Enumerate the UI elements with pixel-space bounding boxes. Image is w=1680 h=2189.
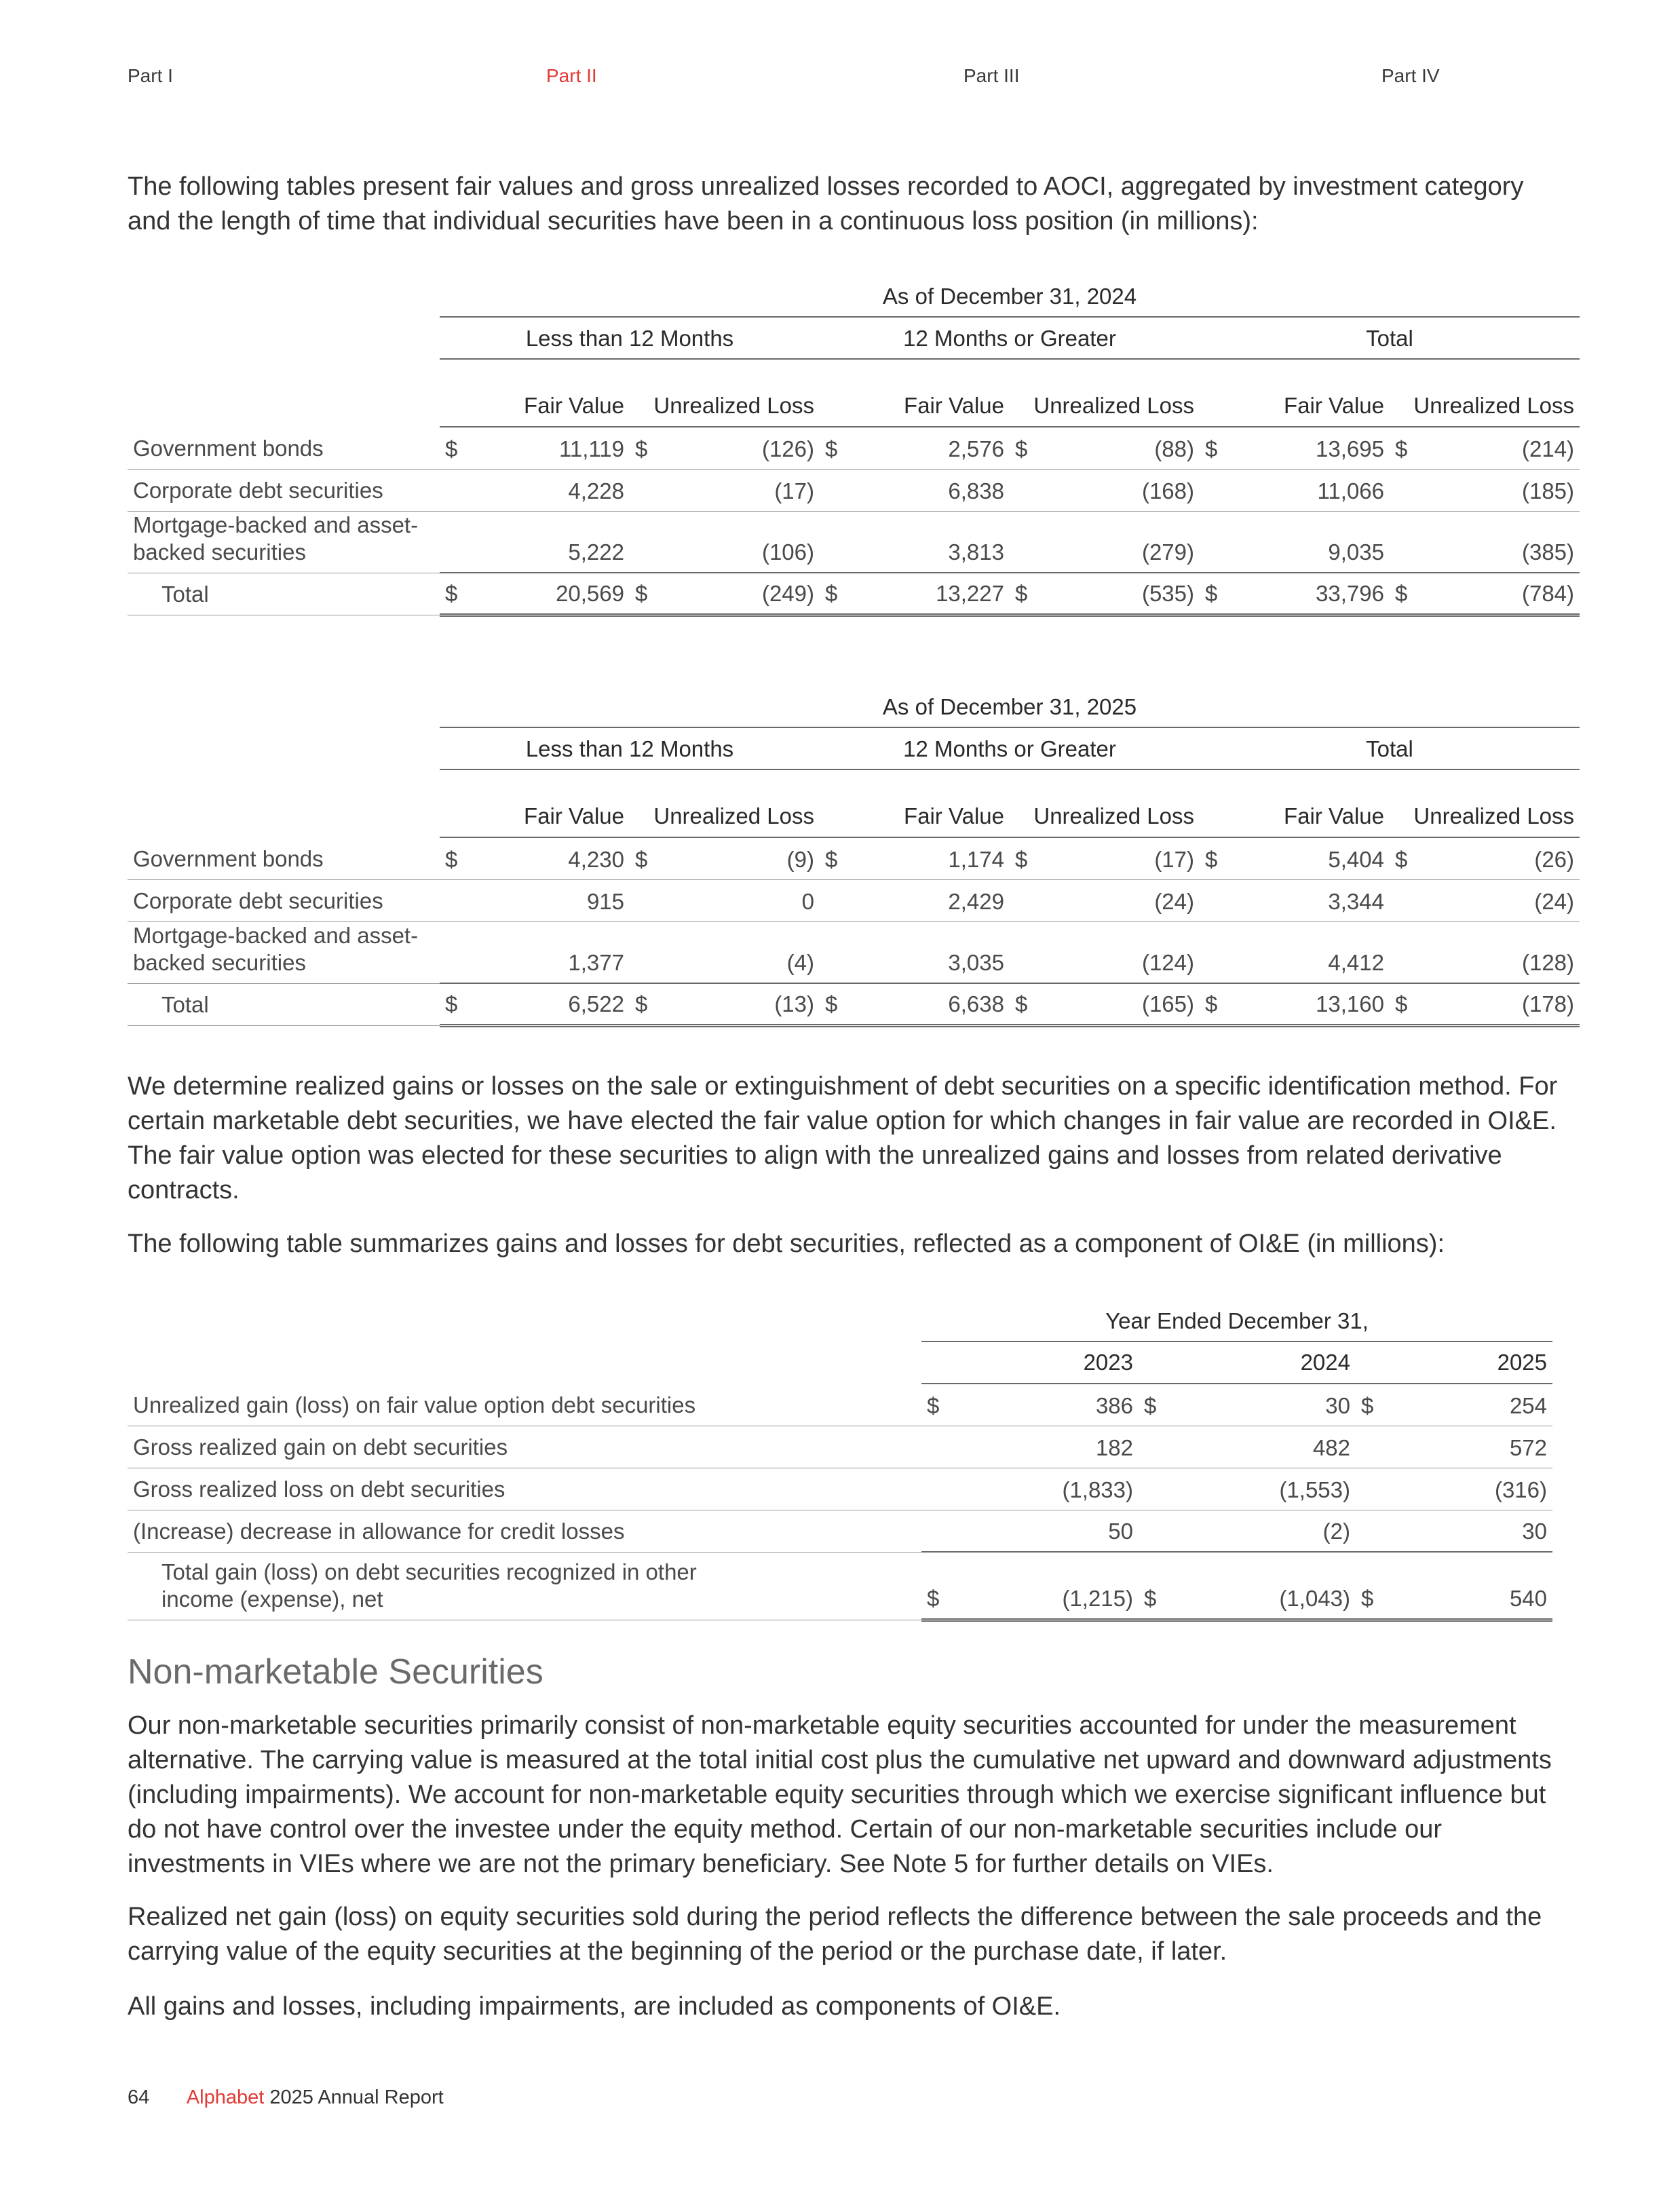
cell-value: (2) bbox=[1166, 1510, 1356, 1552]
cell-value: (13) bbox=[657, 983, 820, 1025]
group-less-than-12: Less than 12 Months bbox=[440, 317, 820, 359]
currency-symbol: $ bbox=[630, 983, 657, 1025]
row-label: Total bbox=[128, 573, 440, 615]
non-marketable-paragraph-2: Realized net gain (loss) on equity securities sold during the period reflects the difference between the sale proceeds and the carrying value of the equity securities at the beginning of the period or the purchase date, if later. bbox=[128, 1903, 1542, 1966]
currency-symbol bbox=[1390, 879, 1417, 921]
currency-symbol: $ bbox=[1200, 427, 1227, 469]
currency-symbol bbox=[820, 879, 847, 921]
currency-symbol bbox=[1010, 511, 1037, 573]
cell-value: 4,412 bbox=[1227, 921, 1390, 983]
row-label: Total bbox=[128, 983, 440, 1025]
cell-value: 11,066 bbox=[1227, 469, 1390, 511]
col-unrealized-loss: Unrealized Loss bbox=[630, 359, 820, 427]
cell-value: 4,230 bbox=[467, 837, 630, 879]
currency-symbol bbox=[1200, 921, 1227, 983]
currency-symbol bbox=[1390, 921, 1417, 983]
nav-part-ii[interactable]: Part II bbox=[546, 65, 597, 86]
group-12-or-greater: 12 Months or Greater bbox=[820, 317, 1200, 359]
summary-intro-paragraph: The following table summarizes gains and losses for debt securities, reflected as a component of OI&E (in millions): bbox=[128, 1230, 1445, 1258]
cell-value: 6,838 bbox=[847, 469, 1010, 511]
realized-gains-paragraph: We determine realized gains or losses on the sale or extinguishment of debt securities on a specific identification method. For certain marketable debt securities, we have elected the fair value option for which changes in fair value are recorded in OI&E. The fair value option was elected for these securities to align with the unrealized gains and losses from related derivative contracts. bbox=[128, 1072, 1558, 1204]
cell-value: 2,576 bbox=[847, 427, 1010, 469]
table-row bbox=[128, 1426, 1552, 1468]
currency-symbol: $ bbox=[1200, 837, 1227, 879]
cell-value: 6,638 bbox=[847, 983, 1010, 1025]
col-fair-value: Fair Value bbox=[440, 359, 630, 427]
table-total-row bbox=[128, 983, 1580, 1025]
table-title: Year Ended December 31, bbox=[921, 1299, 1552, 1341]
col-fair-value: Fair Value bbox=[1200, 359, 1390, 427]
col-year-2023: 2023 bbox=[921, 1341, 1139, 1384]
currency-symbol bbox=[1356, 1426, 1383, 1468]
currency-symbol bbox=[440, 879, 467, 921]
cell-value: 540 bbox=[1383, 1552, 1552, 1620]
currency-symbol: $ bbox=[440, 837, 467, 879]
currency-symbol bbox=[440, 469, 467, 511]
cell-value: (24) bbox=[1417, 879, 1580, 921]
page-number: 64 bbox=[128, 2087, 150, 2108]
table-row bbox=[128, 1384, 1552, 1426]
cell-value: 1,174 bbox=[847, 837, 1010, 879]
currency-symbol: $ bbox=[1010, 837, 1037, 879]
row-label: Government bonds bbox=[128, 427, 440, 469]
currency-symbol bbox=[440, 921, 467, 983]
cell-value: 3,813 bbox=[847, 511, 1010, 573]
currency-symbol bbox=[1139, 1468, 1166, 1510]
cell-value: 3,344 bbox=[1227, 879, 1390, 921]
row-label: Government bonds bbox=[128, 837, 440, 879]
currency-symbol bbox=[1010, 879, 1037, 921]
row-label: Gross realized gain on debt securities bbox=[128, 1426, 921, 1468]
row-label: Mortgage-backed and asset-backed securities bbox=[128, 921, 440, 983]
currency-symbol: $ bbox=[440, 427, 467, 469]
report-title: 2025 Annual Report bbox=[269, 2087, 444, 2108]
cell-value: (784) bbox=[1417, 573, 1580, 615]
table-row bbox=[128, 469, 1580, 511]
row-label: Mortgage-backed and asset-backed securities bbox=[128, 511, 440, 573]
col-unrealized-loss: Unrealized Loss bbox=[1010, 769, 1200, 837]
cell-value: (249) bbox=[657, 573, 820, 615]
cell-value: 13,695 bbox=[1227, 427, 1390, 469]
cell-value: 13,160 bbox=[1227, 983, 1390, 1025]
currency-symbol bbox=[820, 511, 847, 573]
col-fair-value: Fair Value bbox=[440, 769, 630, 837]
currency-symbol: $ bbox=[1390, 837, 1417, 879]
cell-value: (168) bbox=[1037, 469, 1200, 511]
currency-symbol bbox=[1390, 469, 1417, 511]
cell-value: (4) bbox=[657, 921, 820, 983]
cell-value: 33,796 bbox=[1227, 573, 1390, 615]
row-label: Corporate debt securities bbox=[128, 879, 440, 921]
nav-part-iv[interactable]: Part IV bbox=[1381, 65, 1440, 86]
cell-value: (126) bbox=[657, 427, 820, 469]
cell-value: 5,404 bbox=[1227, 837, 1390, 879]
currency-symbol bbox=[630, 511, 657, 573]
currency-symbol: $ bbox=[1010, 427, 1037, 469]
cell-value: 4,228 bbox=[467, 469, 630, 511]
cell-value: (17) bbox=[657, 469, 820, 511]
cell-value: 182 bbox=[949, 1426, 1139, 1468]
cell-value: (214) bbox=[1417, 427, 1580, 469]
cell-value: 2,429 bbox=[847, 879, 1010, 921]
intro-paragraph: The following tables present fair values and gross unrealized losses recorded to AOCI, aggregated by investment category and the length of time that individual securities have been in a continuous loss position (in millions): bbox=[128, 172, 1524, 235]
cell-value: 11,119 bbox=[467, 427, 630, 469]
group-less-than-12: Less than 12 Months bbox=[440, 727, 820, 769]
currency-symbol bbox=[820, 921, 847, 983]
table-title: As of December 31, 2025 bbox=[440, 685, 1580, 727]
cell-value: (316) bbox=[1383, 1468, 1552, 1510]
cell-value: (535) bbox=[1037, 573, 1200, 615]
cell-value: (185) bbox=[1417, 469, 1580, 511]
non-marketable-paragraph-1: Our non-marketable securities primarily consist of non-marketable equity securities accounted for under the measurement alternative. The carrying value is measured at the total initial cost plus the cumulative net upward and downward adjustments (including impairments). We account for non-marketable equity securities through which we exercise significant influence but do not have control over the investee under the equity method. Certain of our non-marketable securities include our investments in VIEs where we are not the primary beneficiary. See Note 5 for further details on VIEs. bbox=[128, 1711, 1552, 1878]
cell-value: 386 bbox=[949, 1384, 1139, 1426]
currency-symbol: $ bbox=[1356, 1384, 1383, 1426]
nav-part-iii[interactable]: Part III bbox=[963, 65, 1020, 86]
currency-symbol bbox=[630, 469, 657, 511]
cell-value: 482 bbox=[1166, 1426, 1356, 1468]
currency-symbol bbox=[1356, 1510, 1383, 1552]
cell-value: (124) bbox=[1037, 921, 1200, 983]
table-row bbox=[128, 879, 1580, 921]
group-total: Total bbox=[1200, 317, 1580, 359]
currency-symbol: $ bbox=[820, 573, 847, 615]
col-unrealized-loss: Unrealized Loss bbox=[1390, 359, 1580, 427]
currency-symbol: $ bbox=[630, 837, 657, 879]
currency-symbol: $ bbox=[820, 983, 847, 1025]
cell-value: 572 bbox=[1383, 1426, 1552, 1468]
page-footer bbox=[128, 2087, 444, 2109]
col-unrealized-loss: Unrealized Loss bbox=[1390, 769, 1580, 837]
cell-value: (279) bbox=[1037, 511, 1200, 573]
cell-value: (1,833) bbox=[949, 1468, 1139, 1510]
table-row bbox=[128, 921, 1580, 983]
col-unrealized-loss: Unrealized Loss bbox=[1010, 359, 1200, 427]
brand-name[interactable]: Alphabet bbox=[186, 2087, 265, 2108]
cell-value: 3,035 bbox=[847, 921, 1010, 983]
cell-value: (385) bbox=[1417, 511, 1580, 573]
col-fair-value: Fair Value bbox=[820, 359, 1010, 427]
cell-value: (165) bbox=[1037, 983, 1200, 1025]
currency-symbol bbox=[630, 879, 657, 921]
unrealized-loss-table-2024 bbox=[128, 275, 1580, 617]
cell-value: (17) bbox=[1037, 837, 1200, 879]
table-total-row bbox=[128, 1552, 1552, 1620]
cell-value: 254 bbox=[1383, 1384, 1552, 1426]
currency-symbol bbox=[820, 469, 847, 511]
table-total-row bbox=[128, 573, 1580, 615]
currency-symbol bbox=[1200, 469, 1227, 511]
currency-symbol: $ bbox=[1390, 983, 1417, 1025]
table-row bbox=[128, 837, 1580, 879]
cell-value: 1,377 bbox=[467, 921, 630, 983]
non-marketable-paragraph-3: All gains and losses, including impairments, are included as components of OI&E. bbox=[128, 1992, 1061, 2021]
currency-symbol: $ bbox=[1200, 983, 1227, 1025]
currency-symbol: $ bbox=[630, 427, 657, 469]
cell-value: 13,227 bbox=[847, 573, 1010, 615]
cell-value: 30 bbox=[1383, 1510, 1552, 1552]
cell-value: (106) bbox=[657, 511, 820, 573]
col-year-2025: 2025 bbox=[1356, 1341, 1552, 1384]
cell-value: 30 bbox=[1166, 1384, 1356, 1426]
col-fair-value: Fair Value bbox=[820, 769, 1010, 837]
section-title: Non-marketable Securities bbox=[128, 1652, 543, 1692]
cell-value: 50 bbox=[949, 1510, 1139, 1552]
row-label: Gross realized loss on debt securities bbox=[128, 1468, 921, 1510]
cell-value: 6,522 bbox=[467, 983, 630, 1025]
cell-value: (178) bbox=[1417, 983, 1580, 1025]
currency-symbol bbox=[921, 1468, 949, 1510]
cell-value: (1,043) bbox=[1166, 1552, 1356, 1620]
currency-symbol: $ bbox=[440, 573, 467, 615]
currency-symbol: $ bbox=[1139, 1384, 1166, 1426]
row-label: Total gain (loss) on debt securities recognized in other income (expense), net bbox=[128, 1552, 921, 1620]
cell-value: (1,215) bbox=[949, 1552, 1139, 1620]
currency-symbol: $ bbox=[820, 837, 847, 879]
currency-symbol: $ bbox=[1356, 1552, 1383, 1620]
currency-symbol bbox=[1010, 469, 1037, 511]
row-label: (Increase) decrease in allowance for credit losses bbox=[128, 1510, 921, 1552]
currency-symbol: $ bbox=[921, 1384, 949, 1426]
col-unrealized-loss: Unrealized Loss bbox=[630, 769, 820, 837]
currency-symbol: $ bbox=[630, 573, 657, 615]
currency-symbol: $ bbox=[1200, 573, 1227, 615]
cell-value: (24) bbox=[1037, 879, 1200, 921]
cell-value: 9,035 bbox=[1227, 511, 1390, 573]
unrealized-loss-table-2025 bbox=[128, 685, 1580, 1027]
cell-value: (26) bbox=[1417, 837, 1580, 879]
currency-symbol bbox=[630, 921, 657, 983]
group-12-or-greater: 12 Months or Greater bbox=[820, 727, 1200, 769]
cell-value: (1,553) bbox=[1166, 1468, 1356, 1510]
cell-value: 915 bbox=[467, 879, 630, 921]
cell-value: (128) bbox=[1417, 921, 1580, 983]
nav-part-i[interactable]: Part I bbox=[128, 65, 173, 86]
cell-value: (88) bbox=[1037, 427, 1200, 469]
currency-symbol: $ bbox=[1139, 1552, 1166, 1620]
cell-value: 5,222 bbox=[467, 511, 630, 573]
currency-symbol: $ bbox=[1390, 573, 1417, 615]
currency-symbol bbox=[1390, 511, 1417, 573]
table-row bbox=[128, 1468, 1552, 1510]
currency-symbol bbox=[1139, 1426, 1166, 1468]
currency-symbol bbox=[1200, 511, 1227, 573]
currency-symbol bbox=[440, 511, 467, 573]
table-row bbox=[128, 1510, 1552, 1552]
cell-value: 20,569 bbox=[467, 573, 630, 615]
row-label: Unrealized gain (loss) on fair value option debt securities bbox=[128, 1384, 921, 1426]
row-label: Corporate debt securities bbox=[128, 469, 440, 511]
cell-value: 0 bbox=[657, 879, 820, 921]
col-fair-value: Fair Value bbox=[1200, 769, 1390, 837]
currency-symbol bbox=[921, 1510, 949, 1552]
debt-securities-gains-table bbox=[128, 1299, 1552, 1622]
currency-symbol bbox=[1139, 1510, 1166, 1552]
currency-symbol: $ bbox=[1010, 983, 1037, 1025]
cell-value: (9) bbox=[657, 837, 820, 879]
currency-symbol bbox=[1010, 921, 1037, 983]
currency-symbol: $ bbox=[440, 983, 467, 1025]
table-title: As of December 31, 2024 bbox=[440, 275, 1580, 317]
table-row bbox=[128, 511, 1580, 573]
currency-symbol: $ bbox=[1010, 573, 1037, 615]
currency-symbol bbox=[921, 1426, 949, 1468]
currency-symbol bbox=[1356, 1468, 1383, 1510]
currency-symbol: $ bbox=[921, 1552, 949, 1620]
table-row bbox=[128, 427, 1580, 469]
col-year-2024: 2024 bbox=[1139, 1341, 1356, 1384]
group-total: Total bbox=[1200, 727, 1580, 769]
currency-symbol: $ bbox=[1390, 427, 1417, 469]
currency-symbol: $ bbox=[820, 427, 847, 469]
currency-symbol bbox=[1200, 879, 1227, 921]
